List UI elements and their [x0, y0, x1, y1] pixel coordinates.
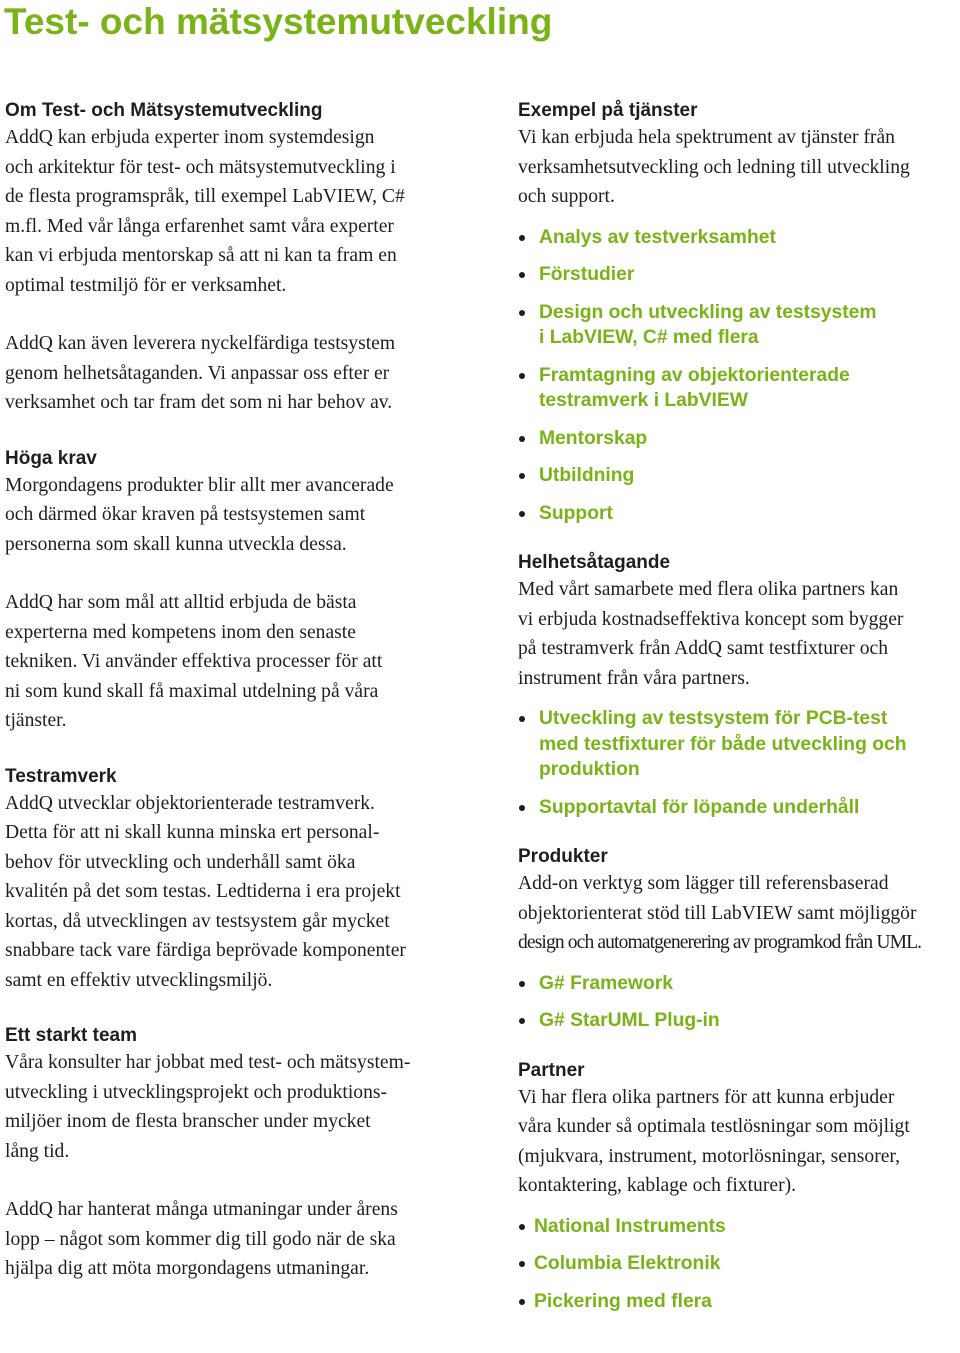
- section-heading-products: Produkter: [518, 846, 608, 867]
- bullet-icon: [519, 373, 525, 379]
- bullet-icon: [519, 235, 525, 241]
- section-heading-team: Ett starkt team: [5, 1025, 137, 1046]
- bullet-icon: [519, 436, 525, 442]
- products-list: [518, 971, 960, 1034]
- list-item: G# Framework: [518, 971, 960, 997]
- section-heading-services: Exempel på tjänster: [518, 100, 698, 121]
- right-column: [518, 99, 960, 1326]
- section-heading-requirements: Höga krav: [5, 447, 97, 469]
- list-item: G# StarUML Plug-in: [518, 1008, 960, 1034]
- list-item: National Instruments: [518, 1214, 960, 1240]
- partners-paragraph: Vi har flera olika partners för att kunna erbjuder våra kunder så optimala testlösningar som möjligt (mjukvara, instrument, motorlösningar, sensorer, kontaktering, kablage och fixturer).: [518, 1086, 910, 1196]
- turnkey-list: [518, 706, 960, 820]
- bullet-icon: [519, 473, 525, 479]
- section-heading-frameworks: Testramverk: [5, 765, 117, 787]
- left-column: [5, 99, 455, 1284]
- bullet-icon: [519, 981, 525, 987]
- services-list: [518, 225, 960, 527]
- about-paragraph-1: AddQ kan erbjuda experter inom systemdesign och arkitektur för test- och mätsystemutveckling i de flesta programspråk, till exempel LabVIEW, C# m.fl. Med vår långa erfarenhet samt våra experter kan vi erbjuda mentorskap så att ni kan ta fram en optimal testmiljö för er verksamhet.: [5, 127, 405, 296]
- bullet-icon: [519, 272, 525, 278]
- bullet-icon: [519, 716, 525, 722]
- team-paragraph-1: Våra konsulter har jobbat med test- och mätsystem- utveckling i utvecklingsprojekt och produktions- miljöer inom de flesta branscher under mycket lång tid.: [5, 1052, 411, 1162]
- page-title: Test- och mätsystemutveckling: [4, 1, 553, 42]
- services-paragraph: Vi kan erbjuda hela spektrument av tjänster från verksamhetsutveckling och ledning till utveckling och support.: [518, 127, 910, 207]
- section-heading-partners: Partner: [518, 1059, 585, 1081]
- turnkey-paragraph: Med vårt samarbete med flera olika partners kan vi erbjuda kostnadseffektiva koncept som bygger på testramverk från AddQ samt testfixturer och instrument från våra partners.: [518, 579, 904, 689]
- section-heading-about: Om Test- och Mätsystemutveckling: [5, 100, 323, 121]
- list-item: Support: [518, 501, 960, 527]
- products-paragraph: Add-on verktyg som lägger till referensbaserad objektorienterat stöd till LabVIEW samt möjliggör: [518, 873, 917, 924]
- list-item: Design och utveckling av testsystem i LabVIEW, C# med flera: [518, 300, 960, 351]
- section-heading-turnkey: Helhetsåtagande: [518, 552, 671, 573]
- bullet-icon: [519, 511, 525, 517]
- list-item: Analys av testverksamhet: [518, 225, 960, 251]
- bullet-icon: [519, 1224, 525, 1230]
- list-item: Utveckling av testsystem för PCB-test med testfixturer för både utveckling och produktion: [518, 706, 960, 783]
- bullet-icon: [519, 1299, 525, 1305]
- team-paragraph-2: AddQ har hanterat många utmaningar under årens lopp – något som kommer dig till godo när de ska hjälpa dig att möta morgondagens utmaningar.: [5, 1199, 398, 1279]
- list-item: Supportavtal för löpande underhåll: [518, 795, 960, 821]
- bullet-icon: [519, 1261, 525, 1267]
- list-item: Framtagning av objektorienterade testramverk i LabVIEW: [518, 363, 960, 414]
- about-paragraph-2: AddQ kan även leverera nyckelfärdiga testsystem genom helhetsåtaganden. Vi anpassar oss efter er verksamhet och tar fram det som ni har behov av.: [5, 333, 396, 413]
- list-item: Mentorskap: [518, 426, 960, 452]
- list-item: Columbia Elektronik: [518, 1251, 960, 1277]
- requirements-paragraph-1: Morgondagens produkter blir allt mer avancerade och därmed ökar kraven på testsystemen samt personerna som skall kunna utveckla dessa.: [5, 474, 394, 555]
- bullet-icon: [519, 805, 525, 811]
- list-item: Utbildning: [518, 463, 960, 489]
- partners-list: [518, 1214, 960, 1315]
- list-item: Pickering med flera: [518, 1289, 960, 1315]
- frameworks-paragraph: AddQ utvecklar objektorienterade testramverk. Detta för att ni skall kunna minska ert personal- behov för utveckling och underhåll samt öka kvalitén på det som testas. Ledtiderna i era projekt kortas, då utvecklingen av testsystem går mycket snabbare tack vare färdiga beprövade komponenter samt en effektiv utvecklingsmiljö.: [5, 792, 406, 991]
- bullet-icon: [519, 310, 525, 316]
- bullet-icon: [519, 1018, 525, 1024]
- products-paragraph-last-line: design och automatgenerering av programkod från UML.: [518, 932, 922, 953]
- list-item: Förstudier: [518, 262, 960, 288]
- requirements-paragraph-2: AddQ har som mål att alltid erbjuda de bästa experterna med kompetens inom den senaste tekniken. Vi använder effektiva processer för att ni som kund skall få maximal utdelning på våra tjänster.: [5, 592, 383, 731]
